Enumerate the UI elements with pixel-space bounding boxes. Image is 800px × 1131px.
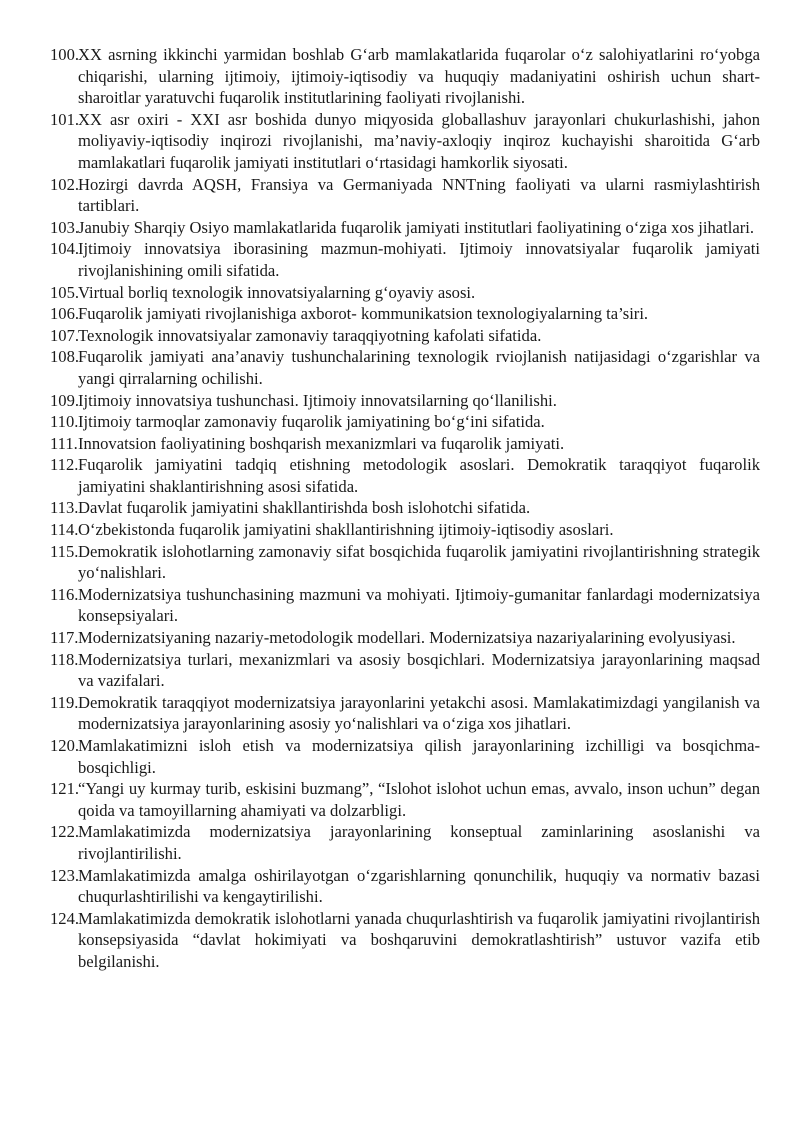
list-item [50,454,760,497]
item-number: 107. [50,325,80,345]
item-number: 122. [50,822,80,842]
list-item [50,778,760,821]
item-text: Hozirgi davrda AQSH, Fransiya va Germaniyada NNTning faoliyati va ularni rasmiylashtirish tartiblari. [78,174,760,216]
item-number: 101. [50,109,80,129]
item-number: 115. [50,541,79,561]
item-text: Mamlakatimizda amalga oshirilayotgan o‘zgarishlarning qonunchilik, huquqiy va normativ bazasi chuqurlashtirilishi va kengaytirilishi. [78,865,760,907]
item-text: Virtual borliq texnologik innovatsiyalarning g‘oyaviy asosi. [78,282,476,302]
list-item [50,908,760,973]
list-item [50,282,760,304]
item-number: 113. [50,498,79,518]
item-number: 116. [50,584,79,604]
list-item [50,217,760,239]
item-text: Mamlakatimizda modernizatsiya jarayonlarining konseptual zaminlarining asoslanishi va rivojlantirilishi. [78,822,760,863]
list-item [50,627,760,649]
item-number: 112. [50,455,79,475]
item-number: 109. [50,390,80,410]
item-number: 102. [50,174,80,194]
list-item [50,649,760,692]
item-text: Innovatsion faoliyatining boshqarish mexanizmlari va fuqarolik jamiyati. [78,433,565,453]
document-page [50,44,760,973]
item-number: 106. [50,304,80,324]
item-number: 119. [50,692,79,712]
item-text: Ijtimoiy innovatsiya iborasining mazmun-mohiyati. Ijtimoiy innovatsiyalar fuqarolik jamiyati rivojlanishining omili sifatida. [78,239,760,280]
item-number: 100. [50,45,80,64]
item-number: 103. [50,217,80,237]
item-text: Modernizatsiya tushunchasining mazmuni va mohiyati. Ijtimoiy-gumanitar fanlardagi modernizatsiya konsepsiyalari. [78,584,760,626]
list-item [50,821,760,864]
list-item [50,541,760,584]
item-text: “Yangi uy kurmay turib, eskisini buzmang”, “Islohot islohot uchun emas, avvalo, inson uchun” degan qoida va tamoyillarning ahamiyati va dolzarbligi. [78,779,760,820]
list-item [50,692,760,735]
item-text: Ijtimoiy tarmoqlar zamonaviy fuqarolik jamiyatining bo‘g‘ini sifatida. [78,412,545,432]
item-number: 123. [50,865,80,885]
item-text: Janubiy Sharqiy Osiyo mamlakatlarida fuqarolik jamiyati institutlari faoliyatining o‘ziga xos jihatlari. [78,217,755,237]
item-text: Davlat fuqarolik jamiyatini shakllantirishda bosh islohotchi sifatida. [78,498,531,518]
item-number: 120. [50,736,80,755]
list-item [50,433,760,455]
list-item [50,584,760,627]
list-item [50,519,760,541]
list-item [50,109,760,174]
item-text: Texnologik innovatsiyalar zamonaviy taraqqiyotning kafolati sifatida. [78,325,542,345]
item-text: Modernizatsiya turlari, mexanizmlari va asosiy bosqichlari. Modernizatsiya jarayonlarining maqsad va vazifalari. [78,649,760,691]
list-item [50,411,760,433]
list-item [50,346,760,389]
list-item [50,238,760,281]
item-text: O‘zbekistonda fuqarolik jamiyatini shakllantirishning ijtimoiy-iqtisodiy asoslari. [78,520,614,540]
item-text: Demokratik islohotlarning zamonaviy sifat bosqichida fuqarolik jamiyatini rivojlantirishning strategik yo‘nalishlari. [78,541,760,583]
item-text: Mamlakatimizda demokratik islohotlarni yanada chuqurlashtirish va fuqarolik jamiyatini rivojlantirish konsepsiyasida “davlat hokimiyati va boshqaruvini demokratlashtirish” ustuvor vazifa etib belgilanishi. [78,908,760,971]
item-number: 118. [50,649,79,669]
item-number: 104. [50,239,80,259]
item-text: XX asr oxiri - XXI asr boshida dunyo miqyosida globallashuv jarayonlari chukurlashishi, jahon moliyaviy-iqtisodiy inqirozi rivojlanishi, ma’naviy-axloqiy inqiroz kuchayishi sharoitida G‘arb mamlakatlari fuqarolik jamiyati institutlari o‘rtasidagi hamkorlik siyosati. [78,109,760,172]
list-item [50,390,760,412]
item-text: Modernizatsiyaning nazariy-metodologik modellari. Modernizatsiya nazariyalarining evolyusiyasi. [78,628,736,648]
item-text: Fuqarolik jamiyati ana’anaviy tushunchalarining texnologik rviojlanish natijasidagi o‘zgarishlar va yangi qirralarning ochilishi. [78,347,760,388]
item-number: 105. [50,282,80,302]
list-item [50,497,760,519]
item-text: Fuqarolik jamiyatini tadqiq etishning metodologik asoslari. Demokratik taraqqiyot fuqarolik jamiyatini shaklantirishning asosi sifatida. [78,455,760,496]
item-number: 114. [50,520,79,540]
item-number: 124. [50,908,80,928]
item-number: 111. [50,433,78,453]
item-number: 110. [50,412,79,432]
item-text: Ijtimoiy innovatsiya tushunchasi. Ijtimoiy innovatsilarning qo‘llanilishi. [78,390,557,410]
list-item [50,174,760,217]
list-item [50,865,760,908]
item-text: Mamlakatimizni isloh etish va modernizatsiya qilish jarayonlarining izchilligi va bosqichma-bosqichligi. [78,736,760,777]
list-item [50,44,760,109]
list-item [50,325,760,347]
item-number: 108. [50,347,80,367]
item-text: Demokratik taraqqiyot modernizatsiya jarayonlarini yetakchi asosi. Mamlakatimizdagi yangilanish va modernizatsiya jarayonlarining asosiy yo‘nalishlari va o‘ziga xos jihatlari. [78,692,760,734]
list-item [50,735,760,778]
list-item [50,303,760,325]
item-number: 117. [50,628,79,648]
item-number: 121. [50,779,80,799]
item-text: XX asrning ikkinchi yarmidan boshlab G‘arb mamlakatlarida fuqarolar o‘z salohiyatlarini ro‘yobga chiqarishi, ularning ijtimoiy, ijtimoiy-iqtisodiy va huquqiy madaniyatini oshirish uchun shart-sharoitlar yaratuvchi fuqarolik institutlarining faoliyati rivojlanishi. [78,45,760,108]
item-text: Fuqarolik jamiyati rivojlanishiga axborot- kommunikatsion texnologiyalarning ta’siri. [78,304,649,324]
